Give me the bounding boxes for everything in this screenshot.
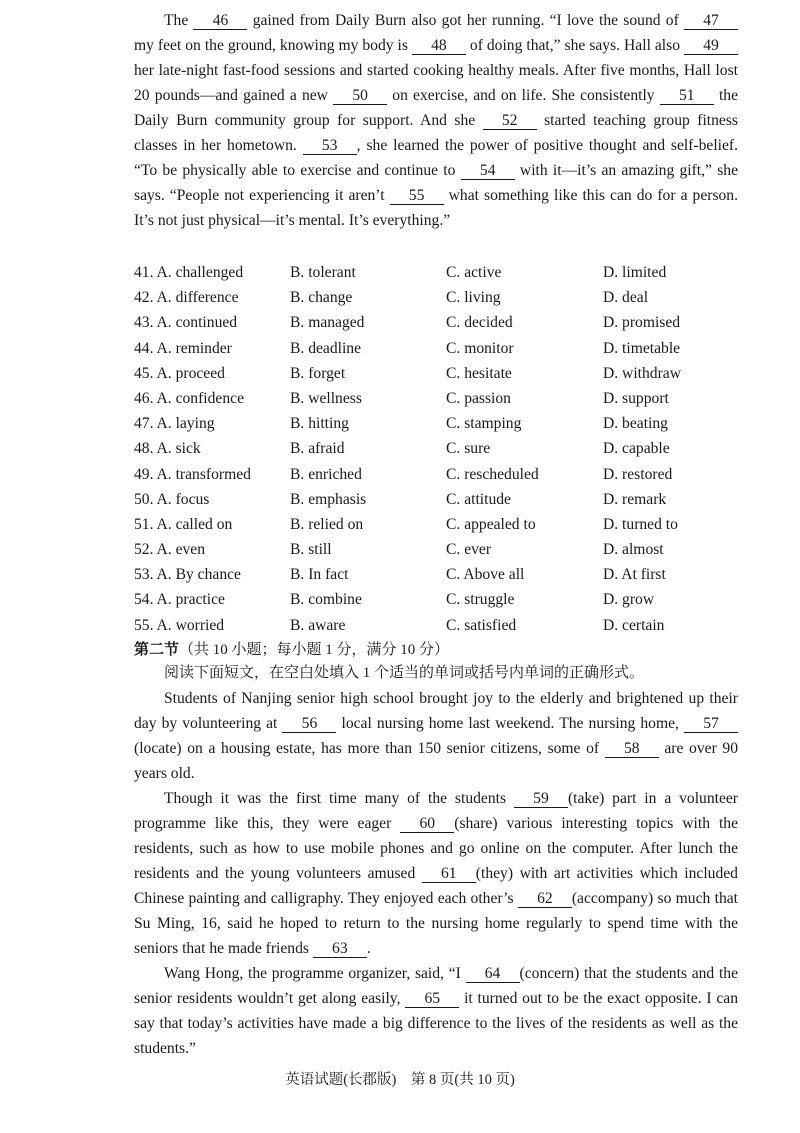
question-row bbox=[134, 487, 738, 512]
option-c[interactable]: C. attitude bbox=[446, 490, 511, 508]
option-d[interactable]: D. limited bbox=[603, 264, 667, 281]
option-b[interactable]: B. deadline bbox=[290, 339, 362, 357]
question-row bbox=[134, 537, 738, 562]
question-row bbox=[134, 411, 738, 436]
page-footer: 英语试题(长郡版) 第 8 页(共 10 页) bbox=[285, 1072, 515, 1088]
option-a[interactable]: 53. A. By chance bbox=[134, 566, 241, 584]
option-c[interactable]: C. hesitate bbox=[446, 364, 512, 382]
section-scoring: （共 10 小题；每小题 1 分，满分 10 分） bbox=[179, 642, 450, 658]
option-d[interactable]: D. capable bbox=[603, 440, 670, 458]
answer-blank[interactable]: 55 bbox=[390, 187, 444, 205]
option-a[interactable]: 47. A. laying bbox=[134, 415, 215, 433]
question-row bbox=[134, 386, 738, 411]
option-b[interactable]: B. afraid bbox=[290, 440, 345, 458]
answer-blank[interactable]: 65 bbox=[405, 990, 459, 1008]
option-b[interactable]: B. managed bbox=[290, 314, 365, 332]
answer-blank[interactable]: 56 bbox=[282, 715, 336, 733]
option-d[interactable]: D. restored bbox=[603, 465, 673, 483]
option-a[interactable]: 55. A. worried bbox=[134, 616, 225, 634]
answer-blank[interactable]: 57 bbox=[684, 715, 738, 733]
option-a[interactable]: 45. A. proceed bbox=[134, 364, 225, 382]
question-row bbox=[134, 260, 738, 285]
passage-1 bbox=[134, 8, 738, 233]
answer-blank[interactable]: 50 bbox=[333, 87, 387, 105]
option-b[interactable]: B. In fact bbox=[290, 566, 349, 584]
option-d[interactable]: D. certain bbox=[603, 616, 665, 634]
question-row bbox=[134, 613, 738, 638]
option-d[interactable]: D. remark bbox=[603, 490, 667, 508]
option-c[interactable]: C. appealed to bbox=[446, 515, 536, 533]
passage-paragraph: The 46 gained from Daily Burn also got her running. “I love the sound of 47 my feet on the ground, knowing my body is 48 of doing that,” she says. Hall also 49 her late-night fast-food sessions and started cooking healthy meals. After five months, Hall lost 20 pounds—and gained a new 50 on exercise, and on life. She consistently 51 the Daily Burn community group for support. And she 52 started teaching group fitness classes in her hometown. 53 , she learned the power of positive thought and self-belief. “To be physically able to exercise and continue to 54 with it—it’s an amazing gift,” she says. “People not experiencing it aren’t 55 what something like this can do for a person. It’s not just physical—it’s mental. It’s everything.” bbox=[134, 12, 739, 229]
answer-blank[interactable]: 49 bbox=[684, 37, 738, 55]
option-d[interactable]: D. timetable bbox=[603, 339, 681, 357]
answer-blank[interactable]: 64 bbox=[466, 965, 520, 983]
option-a[interactable]: 51. A. called on bbox=[134, 515, 233, 533]
question-row bbox=[134, 285, 738, 310]
option-b[interactable]: B. still bbox=[290, 541, 332, 559]
option-b[interactable]: B. forget bbox=[290, 364, 346, 382]
option-d[interactable]: D. almost bbox=[603, 541, 664, 559]
option-d[interactable]: D. grow bbox=[603, 591, 655, 609]
option-d[interactable]: D. deal bbox=[603, 289, 649, 307]
question-row bbox=[134, 512, 738, 537]
option-rows bbox=[134, 260, 738, 638]
option-c[interactable]: C. ever bbox=[446, 541, 492, 559]
answer-blank[interactable]: 51 bbox=[660, 87, 714, 105]
option-b[interactable]: B. enriched bbox=[290, 465, 362, 483]
question-row bbox=[134, 462, 738, 487]
answer-blank[interactable]: 62 bbox=[518, 890, 572, 908]
option-d[interactable]: D. promised bbox=[603, 314, 681, 332]
option-c[interactable]: C. decided bbox=[446, 314, 513, 332]
answer-blank[interactable]: 48 bbox=[412, 37, 466, 55]
option-d[interactable]: D. turned to bbox=[603, 515, 678, 533]
question-row bbox=[134, 336, 738, 361]
option-c[interactable]: C. monitor bbox=[446, 339, 514, 357]
question-row bbox=[134, 436, 738, 461]
option-a[interactable]: 44. A. reminder bbox=[134, 339, 232, 357]
answer-blank[interactable]: 61 bbox=[422, 865, 476, 883]
answer-blank[interactable]: 54 bbox=[461, 162, 515, 180]
option-d[interactable]: D. withdraw bbox=[603, 364, 681, 382]
answer-blank[interactable]: 63 bbox=[313, 940, 367, 958]
option-a[interactable]: 49. A. transformed bbox=[134, 465, 251, 483]
option-b[interactable]: B. relied on bbox=[290, 515, 364, 533]
answer-blank[interactable]: 60 bbox=[400, 815, 454, 833]
section-2-heading bbox=[134, 639, 738, 661]
option-a[interactable]: 54. A. practice bbox=[134, 591, 225, 609]
option-d[interactable]: D. At first bbox=[603, 566, 666, 584]
option-b[interactable]: B. tolerant bbox=[290, 264, 356, 281]
option-a[interactable]: 41. A. challenged bbox=[134, 264, 244, 281]
option-b[interactable]: B. change bbox=[290, 289, 353, 307]
option-c[interactable]: C. struggle bbox=[446, 591, 515, 609]
answer-blank[interactable]: 58 bbox=[605, 740, 659, 758]
question-row bbox=[134, 587, 738, 612]
option-c[interactable]: C. stamping bbox=[446, 415, 522, 433]
question-row bbox=[134, 562, 738, 587]
section-title: 第二节 bbox=[134, 642, 180, 658]
option-a[interactable]: 42. A. difference bbox=[134, 289, 239, 307]
section-instruction: 阅读下面短文，在空白处填入 1 个适当的单词或括号内单词的正确形式。 bbox=[164, 665, 645, 681]
question-row bbox=[134, 361, 738, 386]
answer-blank[interactable]: 47 bbox=[684, 12, 738, 30]
answer-blank[interactable]: 59 bbox=[514, 790, 568, 808]
option-a[interactable]: 50. A. focus bbox=[134, 490, 210, 508]
option-b[interactable]: B. hitting bbox=[290, 415, 349, 433]
option-b[interactable]: B. emphasis bbox=[290, 490, 367, 508]
option-c[interactable]: C. active bbox=[446, 264, 502, 281]
option-a[interactable]: 52. A. even bbox=[134, 541, 206, 559]
option-a[interactable]: 48. A. sick bbox=[134, 440, 201, 458]
option-c[interactable]: C. rescheduled bbox=[446, 465, 539, 483]
question-options-table bbox=[134, 260, 738, 638]
passage-paragraph: Students of Nanjing senior high school brought joy to the elderly and brightened up their day by volunteering at 56 local nursing home last weekend. The nursing home, 57(locate) on a housing estate, has more than 150 senior citizens, some of 58 are over 90 years old. bbox=[134, 690, 738, 782]
question-row bbox=[134, 310, 738, 335]
option-c[interactable]: C. passion bbox=[446, 389, 511, 407]
passage-paragraph: Wang Hong, the programme organizer, said, “I 64 (concern) that the students and the senior residents wouldn’t get along easily, 65 it turned out to be the exact opposite. I can say that today’s activities have made a big difference to the lives of the residents as well as the students.” bbox=[134, 965, 738, 1057]
option-a[interactable]: 46. A. confidence bbox=[134, 389, 244, 407]
passage-2 bbox=[134, 686, 738, 1061]
option-c[interactable]: C. Above all bbox=[446, 566, 525, 584]
option-a[interactable]: 43. A. continued bbox=[134, 314, 238, 332]
option-d[interactable]: D. support bbox=[603, 389, 669, 407]
option-b[interactable]: B. wellness bbox=[290, 389, 362, 407]
option-c[interactable]: C. living bbox=[446, 289, 501, 307]
option-c[interactable]: C. satisfied bbox=[446, 616, 517, 634]
answer-blank[interactable]: 53 bbox=[303, 137, 357, 155]
answer-blank[interactable]: 52 bbox=[483, 112, 537, 130]
option-d[interactable]: D. beating bbox=[603, 415, 668, 433]
option-b[interactable]: B. aware bbox=[290, 616, 346, 634]
passage-paragraph: Though it was the first time many of the students 59 (take) part in a volunteer programme like this, they were eager 60 (share) various interesting topics with the residents, such as how to use mobile phones and go online on the computer. After lunch the residents and the young volunteers amused 61 (they) with art activities which included Chinese painting and calligraphy. They enjoyed each other’s 62 (accompany) so much that Su Ming, 16, said he hoped to return to the nursing home regularly to spend time with the seniors that he made friends 63 . bbox=[134, 790, 739, 957]
option-c[interactable]: C. sure bbox=[446, 440, 491, 458]
answer-blank[interactable]: 46 bbox=[193, 12, 247, 30]
option-b[interactable]: B. combine bbox=[290, 591, 362, 609]
